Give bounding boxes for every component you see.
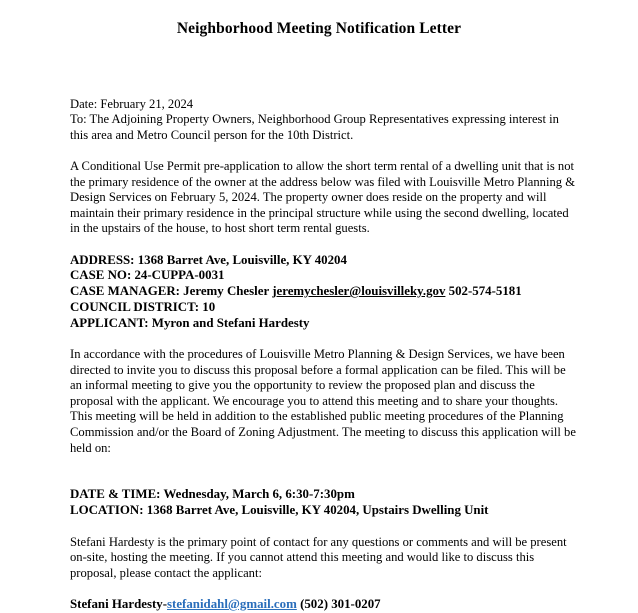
address-line: [70, 253, 578, 269]
meeting-location-line: [70, 503, 578, 519]
case-manager-phone: 502-574-5181: [448, 284, 522, 299]
date-recipient-block: [70, 97, 578, 144]
address-label: ADDRESS:: [70, 252, 135, 267]
datetime-label: DATE & TIME:: [70, 487, 161, 502]
applicant-value: Myron and Stefani Hardesty: [151, 315, 310, 330]
location-label: LOCATION:: [70, 503, 144, 518]
location-value: 1368 Barret Ave, Louisville, KY 40204, Upstairs Dwelling Unit: [146, 503, 489, 518]
title-body-gap: [70, 39, 578, 97]
signature-phone: (502) 301-0207: [300, 597, 381, 612]
applicant-line: [70, 316, 578, 332]
case-details-block: [70, 253, 578, 332]
recipient-line: To: The Adjoining Property Owners, Neighborhood Group Representatives expressing interest in this area and Metro Council person for the 10th District.: [70, 112, 559, 142]
case-manager-email-link[interactable]: jeremychesler@louisvilleky.gov: [272, 284, 446, 299]
document-body: [0, 39, 638, 613]
procedure-paragraph: In accordance with the procedures of Louisville Metro Planning & Design Services, we have been directed to invite you to discuss this proposal before a formal application can be filed. This will be an informal meeting to give you the opportunity to review the proposed plan and discuss the proposal with the applicant. We encourage you to attend this meeting and to share your thoughts. This meeting will be held in addition to the established public meeting procedures of the Planning Commission and/or the Board of Zoning Adjustment. The meeting to discuss this application will be held on:: [70, 347, 576, 455]
signature-name: Stefani Hardesty-: [70, 597, 168, 612]
address-value: 1368 Barret Ave, Louisville, KY 40204: [137, 252, 347, 267]
date-line: Date: February 21, 2024: [70, 96, 194, 111]
council-district-label: COUNCIL DISTRICT:: [70, 299, 200, 314]
case-number-line: [70, 268, 578, 284]
spacer-after-meeting: [70, 519, 578, 535]
council-district-value: 10: [202, 299, 216, 314]
spacer-before-meeting-2: [70, 472, 578, 488]
case-manager-line: [70, 284, 578, 300]
page-title: Neighborhood Meeting Notification Letter: [176, 20, 462, 37]
contact-paragraph: Stefani Hardesty is the primary point of contact for any questions or comments and will be present on-site, hosting the meeting. If you cannot attend this meeting and would like to discuss this proposal, please contact the applicant:: [70, 534, 567, 580]
datetime-value: Wednesday, March 6, 6:30-7:30pm: [163, 487, 355, 502]
spacer-before-signature: [70, 581, 578, 597]
meeting-details-block: [70, 487, 578, 519]
council-district-line: [70, 300, 578, 316]
case-no-value: 24-CUPPA-0031: [134, 268, 225, 283]
intro-paragraph: A Conditional Use Permit pre-application to allow the short term rental of a dwelling unit that is not the primary residence of the owner at the address below was filed with Louisville Metro Planning & Design Services on February 5, 2024. The property owner does reside on the property and will maintain their primary residence in the principal structure while using the second dwelling, located in the upstairs of the house, to host short term rental guests.: [70, 158, 576, 236]
spacer-after-details: [70, 332, 578, 348]
signature-line: [70, 597, 578, 613]
case-manager-name: Jeremy Chesler: [183, 284, 269, 299]
signature-block: [70, 597, 578, 613]
applicant-email-link[interactable]: stefanidahl@gmail.com: [167, 597, 297, 612]
case-manager-label: CASE MANAGER:: [70, 284, 180, 299]
case-no-label: CASE NO:: [70, 268, 132, 283]
meeting-datetime-line: [70, 487, 578, 503]
spacer-after-intro: [70, 237, 578, 253]
spacer-after-recipient: [70, 143, 578, 159]
spacer-before-meeting: [70, 456, 578, 472]
applicant-label: APPLICANT:: [70, 315, 149, 330]
